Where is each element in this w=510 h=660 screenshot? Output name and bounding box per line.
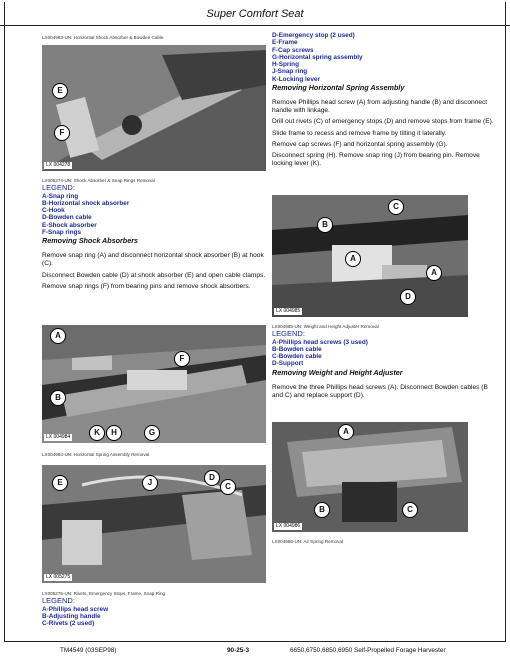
footer-page-number: 90-25-3	[227, 647, 250, 654]
photo-horizontal-spring	[42, 325, 266, 443]
paragraph: Remove the three Phillips head screws (A). Disconnect Bowden cables (B and C) and replace support (D).	[272, 383, 488, 399]
callout-f: F	[174, 351, 190, 367]
paragraph: Remove cap screws (F) and horizontal spring assembly (G).	[272, 140, 448, 148]
photo-right2-tag: LX 004986	[276, 523, 301, 529]
photo2-caption: LX004984-UN: Horizontal Spring Assembly Removal	[42, 452, 150, 457]
paragraph: Drill out rivets (C) of emergency stops (D) and remove stops from frame (E).	[272, 118, 494, 126]
callout-g: G	[144, 425, 160, 441]
callout-b: B	[314, 502, 330, 518]
callout-c: C	[402, 502, 418, 518]
header-divider	[0, 25, 510, 26]
rivets-legend	[42, 591, 270, 627]
callout-d: D	[400, 289, 416, 305]
photo3-legend-head: LEGEND:	[42, 596, 75, 605]
footer-product: 6650,6750,6850,6950 Self-Propelled Forage Harvester	[290, 647, 446, 654]
callout-a: A	[338, 424, 354, 440]
photo-right1-image	[272, 195, 468, 317]
paragraph: Disconnect spring (H). Remove snap ring (J) from bearing pin. Remove locking lever (K).	[272, 152, 480, 168]
callout-c: C	[220, 479, 236, 495]
legend-item: G-Horizontal spring assembly	[272, 53, 363, 61]
page-title: Super Comfort Seat	[206, 8, 304, 20]
legend-item: E-Shock absorber	[42, 221, 97, 229]
callout-k: K	[89, 425, 105, 441]
photo-air-spring	[272, 422, 468, 532]
callout-f: F	[54, 125, 70, 141]
footer-doc-id: TM4549 (03SEP98)	[60, 647, 117, 654]
photo1-caption: LX004983-UN: Horizontal Shock Absorber & Bowden Cable	[42, 35, 164, 40]
section-title-shock: Removing Shock Absorbers	[42, 236, 138, 246]
photo-right2-caption: LX004986-UN: Air Spring Removal	[272, 539, 343, 544]
paragraph: Remove snap rings (F) from bearing pins and remove shock absorbers.	[42, 282, 251, 290]
legend-item: A-Phillips head screws (3 used)	[272, 338, 368, 346]
legend-item: B-Horizontal shock absorber	[42, 199, 130, 207]
shock-caption: LX005274-UN: Shock Absorber & Snap Rings Removal	[42, 178, 155, 183]
legend-item: A-Phillips head screw	[42, 605, 109, 613]
paragraph: Remove snap ring (A) and disconnect horizontal shock absorber (B) at hook (C).	[42, 252, 264, 268]
legend-item: B-Bowden cable	[272, 345, 322, 353]
legend-item: J-Snap ring	[272, 68, 308, 76]
legend-item: C-Rivets (2 used)	[42, 620, 95, 628]
legend-item: F-Snap rings	[42, 228, 82, 236]
photo-right2-image	[272, 422, 468, 532]
legend-item: H-Spring	[272, 61, 299, 69]
callout-e: E	[52, 475, 68, 491]
photo-rivets	[42, 465, 266, 583]
shock-legend-head: LEGEND:	[42, 183, 75, 192]
callout-j: J	[142, 475, 158, 491]
callout-h: H	[106, 425, 122, 441]
callout-a: A	[50, 328, 66, 344]
section-title-horizontal-spring: Removing Horizontal Spring Assembly	[272, 83, 405, 93]
shock-absorber-section	[42, 178, 270, 294]
legend-item: C-Bowden cable	[272, 353, 322, 361]
callout-a: A	[345, 251, 361, 267]
paragraph: Remove Phillips head screw (A) from adjusting handle (B) and disconnect handle with linkage.	[272, 99, 488, 115]
callout-b: B	[317, 217, 333, 233]
legend-item: A-Snap ring	[42, 192, 79, 200]
legend-item: K-Locking lever	[272, 75, 320, 83]
legend-item: D-Support	[272, 360, 304, 368]
weight-adjuster-section	[272, 324, 496, 403]
callout-c: C	[388, 199, 404, 215]
callout-d: D	[204, 470, 220, 486]
photo1-image	[42, 45, 266, 171]
photo2-tag: LX 004984	[46, 434, 71, 440]
weight-caption: LX004985-UN: Weight and Height Adjuster Removal	[272, 324, 379, 329]
weight-legend-head: LEGEND:	[272, 329, 305, 338]
photo1-tag: LX 004278	[46, 162, 71, 168]
photo-weight-adjuster	[272, 195, 468, 317]
legend-item: C-Hook	[42, 207, 65, 215]
paragraph: Disconnect Bowden cable (D) at shock absorber (E) and open cable clamps.	[42, 271, 266, 279]
legend-item: D-Bowden cable	[42, 214, 92, 222]
callout-b: B	[50, 390, 66, 406]
photo3-tag: LX 005275	[46, 574, 71, 580]
legend-item: D-Emergency stop (2 used)	[272, 32, 355, 39]
photo3-caption: LX005275-UN: Rivets, Emergency Stops, Frame, Snap Ring	[42, 591, 166, 596]
callout-a: A	[426, 265, 442, 281]
section-title-weight: Removing Weight and Height Adjuster	[272, 367, 403, 377]
legend-item: F-Cap screws	[272, 46, 314, 54]
photo-shock-absorber	[42, 45, 266, 171]
paragraph: Slide frame to recess and remove frame by tilting it laterally.	[272, 129, 447, 137]
photo-right1-tag: LX 004985	[276, 308, 301, 314]
callout-e: E	[52, 83, 68, 99]
legend-item: E-Frame	[272, 39, 298, 47]
horizontal-spring-section	[272, 32, 496, 172]
legend-item: B-Adjusting handle	[42, 612, 101, 620]
